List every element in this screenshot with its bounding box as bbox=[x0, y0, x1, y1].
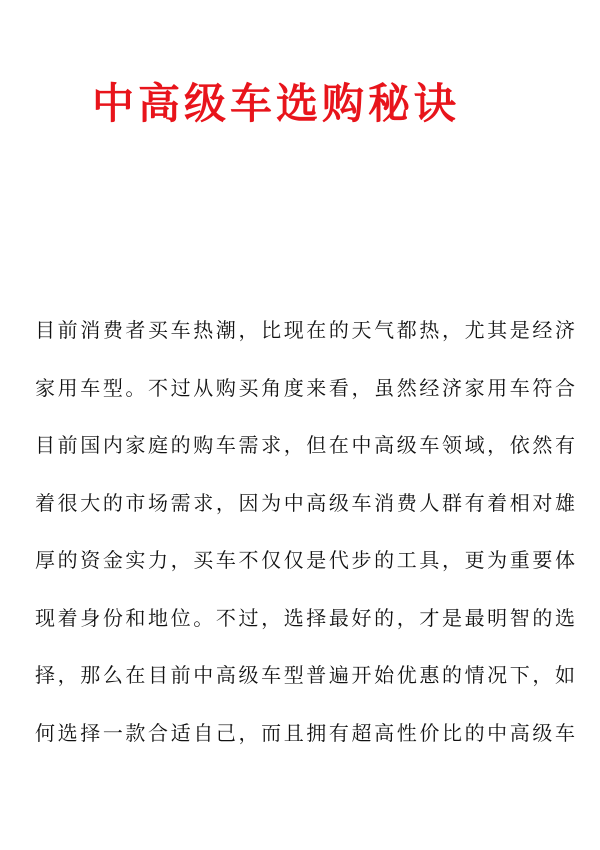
body-line: 择，那么在目前中高级车型普遍开始优惠的情况下，如 bbox=[35, 663, 575, 687]
body-line: 厚的资金实力，买车不仅仅是代步的工具，更为重要体 bbox=[35, 548, 575, 572]
body-line: 着很大的市场需求，因为中高级车消费人群有着相对雄 bbox=[35, 490, 575, 515]
document-title: 中高级车选购秘诀 bbox=[92, 79, 461, 128]
body-line: 现着身份和地位。不过，选择最好的，才是最明智的选 bbox=[35, 605, 575, 630]
body-line: 家用车型。不过从购买角度来看，虽然经济家用车符合 bbox=[35, 375, 575, 400]
body-line: 目前国内家庭的购车需求，但在中高级车领域，依然有 bbox=[35, 433, 575, 457]
article-body bbox=[35, 308, 575, 768]
body-line: 目前消费者买车热潮，比现在的天气都热，尤其是经济 bbox=[35, 318, 575, 342]
body-line: 何选择一款合适自己，而且拥有超高性价比的中高级车 bbox=[35, 720, 575, 745]
